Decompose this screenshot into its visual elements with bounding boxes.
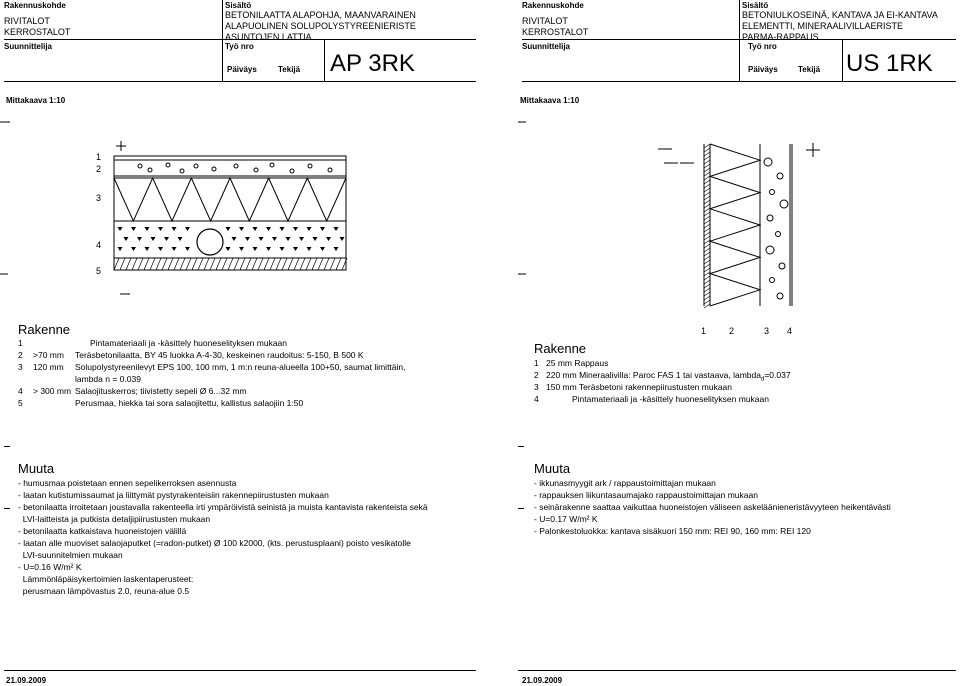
hatch-line <box>144 258 149 270</box>
hatch-line <box>704 184 710 188</box>
hatch-line <box>704 200 710 204</box>
list-item: - laatan kutistumissaumat ja liittymät pystyrakenteisiin rakennepiirustusten mukaan <box>18 490 329 500</box>
insulation-pattern <box>114 178 346 221</box>
aggregate-dot <box>180 169 184 173</box>
hatch-line <box>704 264 710 268</box>
hatch-line <box>704 276 710 280</box>
divider <box>4 670 476 671</box>
muuta-title: Muuta <box>534 461 571 476</box>
drain-pipe-circle <box>197 229 223 255</box>
content-line-2: ALAPUOLINEN SOLUPOLYSTYREENIERISTE <box>225 21 416 31</box>
divider <box>739 0 740 81</box>
layer-number: 4 <box>96 240 102 250</box>
content-line-2: ELEMENTTI, MINERAALIVILLAERISTE <box>742 21 904 31</box>
gravel-mark <box>145 227 150 231</box>
hatch-line <box>180 258 185 270</box>
hatch-line <box>704 164 710 168</box>
gravel-mark <box>145 247 150 251</box>
right-sheet <box>480 0 960 686</box>
project-label: Rakennuskohde <box>4 1 66 10</box>
hatch-line <box>132 258 137 270</box>
gravel-mark <box>151 237 156 241</box>
gravel-mark <box>245 237 250 241</box>
hatch-line <box>704 220 710 224</box>
hatch-line <box>228 258 233 270</box>
hatch-line <box>300 258 305 270</box>
hatch-line <box>704 168 710 172</box>
gravel-mark <box>131 227 136 231</box>
hatch-line <box>210 258 215 270</box>
list-item: - betonilaatta katkaistava huoneistojen välillä <box>18 526 187 536</box>
aggregate-dot <box>766 246 774 254</box>
gravel-mark <box>293 227 298 231</box>
hatch-line <box>294 258 299 270</box>
gravel-mark <box>299 237 304 241</box>
revision-label: Päiväys <box>748 65 778 74</box>
layer-text: Teräsbetonilaatta, BY 45 luokka A-4-30, keskeinen raudoitus: 5-150, B 500 K <box>75 350 364 360</box>
hatch-line <box>156 258 161 270</box>
list-item: - U=0.16 W/m² K <box>18 562 82 572</box>
revision-label: Päiväys <box>227 65 257 74</box>
hatch-line <box>704 272 710 276</box>
title-block <box>484 0 956 82</box>
hatch-line <box>120 258 125 270</box>
list-item: - laatan alle muoviset salaojaputket (=radon-putket) Ø 100 k2000, (kts. perustusplaani) poisto vesikatolle <box>18 538 411 548</box>
gravel-mark <box>253 247 258 251</box>
gravel-mark <box>164 237 169 241</box>
gravel-mark <box>185 227 190 231</box>
layer-number: 2 <box>729 326 735 336</box>
divider <box>842 39 843 81</box>
hatch-line <box>704 172 710 176</box>
hatch-line <box>216 258 221 270</box>
divider <box>522 81 956 82</box>
gravel-mark <box>340 237 345 241</box>
layer-text: 25 mm Rappaus <box>546 358 609 368</box>
content-line-3: PARMA-RAPPAUS <box>742 32 819 42</box>
layer-no: 4 <box>534 394 539 404</box>
hatch-line <box>704 304 710 308</box>
hatch-line <box>704 144 710 148</box>
content-label: Sisältö <box>225 1 252 10</box>
rakenne-title: Rakenne <box>18 322 71 337</box>
content-label: Sisältö <box>742 1 769 10</box>
gravel-mark <box>280 227 285 231</box>
layer-no: 1 <box>18 338 23 348</box>
list-item: - Palonkestoluokka: kantava sisäkuori 150 mm: REI 90, 160 mm: REI 120 <box>534 526 811 536</box>
hatch-line <box>704 196 710 200</box>
layer-no: 2 <box>18 350 23 360</box>
hatch-line <box>704 256 710 260</box>
hatch-line <box>138 258 143 270</box>
date-label: 21.09.2009 <box>522 676 563 685</box>
aggregate-dot <box>777 173 783 179</box>
hatch-line <box>704 284 710 288</box>
hatch-line <box>258 258 263 270</box>
hatch-line <box>704 236 710 240</box>
aggregate-dot <box>254 168 258 172</box>
gravel-mark <box>232 237 237 241</box>
hatch-line <box>704 212 710 216</box>
muuta-title: Muuta <box>18 461 55 476</box>
layer-text: 150 mm Teräsbetoni rakennepiirustusten mukaan <box>546 382 733 392</box>
layer-text: Salaojituskerros; tiivistetty sepeli Ø 6...32 mm <box>75 386 247 396</box>
aggregate-dot <box>776 232 781 237</box>
subscript: d <box>760 376 765 383</box>
layer-number: 1 <box>701 326 707 336</box>
gravel-mark <box>253 227 258 231</box>
title-block <box>4 0 476 82</box>
hatch-line <box>704 288 710 292</box>
drawing-code: AP 3RK <box>330 50 415 77</box>
gravel-mark <box>280 247 285 251</box>
aggregate-dot <box>138 164 142 168</box>
tick-mark <box>518 508 524 509</box>
list-item: - U=0.17 W/m² K <box>534 514 598 524</box>
hatch-line <box>336 258 341 270</box>
hatch-line <box>246 258 251 270</box>
zigzag-line <box>710 144 760 306</box>
list-item: Lämmönläpäisykertoimien laskentaperusteet: <box>18 574 194 584</box>
project-line-2: KERROSTALOT <box>522 27 589 37</box>
hatch-line <box>704 188 710 192</box>
layer-text: Perusmaa, hiekka tai sora salaojitettu, kallistus salaojiin 1:50 <box>75 398 304 408</box>
gravel-mark <box>334 247 339 251</box>
layer-no: 2 <box>534 370 539 380</box>
wall-section-drawing <box>480 108 960 338</box>
layer-number: 3 <box>96 193 102 203</box>
gravel-mark <box>307 247 312 251</box>
hatch-line <box>126 258 131 270</box>
gravel-mark <box>266 227 271 231</box>
list-item: - seinärakenne saattaa vaikuttaa huoneistojen väliseen askeläänieneristävyyteen heikentävästi <box>534 502 891 512</box>
layer-number: 2 <box>96 164 102 174</box>
aggregate-dot <box>770 190 775 195</box>
gravel-mark <box>172 227 177 231</box>
list-item: - ikkunasmyygit ark / rappaustoimittajan mukaan <box>534 478 716 488</box>
gravel-mark <box>158 227 163 231</box>
hatch-line <box>704 152 710 156</box>
aggregate-dot <box>166 163 170 167</box>
hatch-line <box>318 258 323 270</box>
aggregate-dot <box>770 278 775 283</box>
hatch-line <box>276 258 281 270</box>
gravel-mark <box>239 227 244 231</box>
aggregate-dot <box>270 163 274 167</box>
hatch-line <box>324 258 329 270</box>
hatch-line <box>704 268 710 272</box>
tick-mark <box>4 446 10 447</box>
hatch-line <box>704 180 710 184</box>
hatch-line <box>704 292 710 296</box>
insulation-pattern <box>710 144 760 306</box>
layer-no: 4 <box>18 386 23 396</box>
list-item: LVI-suunnitelmien mukaan <box>18 550 123 560</box>
job-label: Työ nro <box>225 42 254 51</box>
gravel-mark <box>293 247 298 251</box>
gravel-mark <box>137 237 142 241</box>
gravel-mark <box>259 237 264 241</box>
zigzag-line <box>114 178 346 221</box>
aggregate-dot <box>779 263 785 269</box>
gravel-mark <box>266 247 271 251</box>
aggregate-dot <box>777 293 783 299</box>
layer-text-tail: =0.037 <box>764 370 791 380</box>
hatch-line <box>306 258 311 270</box>
layer-thickness: 120 mm <box>33 362 64 372</box>
gravel-mark <box>178 237 183 241</box>
layer-no: 1 <box>534 358 539 368</box>
list-item: - betonilaatta irroitetaan joustavalla rakenteella irti ympäröivistä seinistä ja muista kantavista rakenteista sekä <box>18 502 428 512</box>
drawing-code: US 1RK <box>846 50 933 77</box>
hatch-line <box>150 258 155 270</box>
aggregate-dot <box>194 164 198 168</box>
hatch-line <box>174 258 179 270</box>
hatch-line <box>270 258 275 270</box>
designer-label: Suunnittelija <box>4 42 52 51</box>
layer-text: Solupolystyreenilevyt EPS 100, 100 mm, 1 m:n reuna-alueella 100+50, saumat limittäin, <box>75 362 406 372</box>
gravel-mark <box>118 227 123 231</box>
hatch-line <box>288 258 293 270</box>
gravel-mark <box>158 247 163 251</box>
aggregate-dot <box>290 169 294 173</box>
aggregate-dot <box>308 164 312 168</box>
layer-number: 4 <box>787 326 793 336</box>
layer-text: Pintamateriaali ja -käsittely huoneselityksen mukaan <box>546 394 769 404</box>
hatch-line <box>704 244 710 248</box>
layer-no: 3 <box>534 382 539 392</box>
hatch-line <box>162 258 167 270</box>
tick-mark <box>518 446 524 447</box>
aggregate-dot <box>328 168 332 172</box>
aggregate-dot <box>212 167 216 171</box>
gravel-mark <box>326 237 331 241</box>
project-label: Rakennuskohde <box>522 1 584 10</box>
concrete-aggregate-pattern <box>764 158 788 299</box>
job-label: Työ nro <box>748 42 777 51</box>
layer-no: 3 <box>18 362 23 372</box>
hatch-line <box>168 258 173 270</box>
scale-label: Mittakaava 1:10 <box>6 96 66 105</box>
hatch-line <box>186 258 191 270</box>
content-line-3: ASUNTOJEN LATTIA <box>225 32 312 42</box>
designer-label: Suunnittelija <box>522 42 570 51</box>
list-item: LVI-laitteista ja putkista detaljipiirustusten mukaan <box>18 514 211 524</box>
rakenne-title: Rakenne <box>534 341 587 356</box>
hatch-line <box>252 258 257 270</box>
aggregate-dot <box>148 168 152 172</box>
floor-section-drawing <box>0 108 480 308</box>
hatch-line <box>704 192 710 196</box>
layer-text: Pintamateriaali ja -käsittely huoneselityksen mukaan <box>90 338 288 348</box>
hatch-line <box>192 258 197 270</box>
hatch-line <box>198 258 203 270</box>
hatch-line <box>704 296 710 300</box>
project-line-1: RIVITALOT <box>4 16 50 26</box>
divider <box>324 39 325 81</box>
gravel-mark <box>307 227 312 231</box>
hatch-line <box>312 258 317 270</box>
hatch-line <box>282 258 287 270</box>
hatch-line <box>704 148 710 152</box>
soil-hatch-pattern <box>114 258 347 270</box>
layer-text: 220 mm Mineraalivilla: Paroc FAS 1 tai vastaava, lambda <box>546 370 761 380</box>
aggregate-dot <box>234 164 238 168</box>
aggregate-dot <box>780 200 788 208</box>
layer-number: 3 <box>764 326 770 336</box>
hatch-line <box>704 204 710 208</box>
hatch-line <box>704 300 710 304</box>
scale-label: Mittakaava 1:10 <box>520 96 580 105</box>
hatch-line <box>704 232 710 236</box>
gravel-mark <box>313 237 318 241</box>
hatch-line <box>704 280 710 284</box>
author-label: Tekijä <box>798 65 821 74</box>
hatch-line <box>204 258 209 270</box>
list-item: perusmaan lämpövastus 2.0, reuna-alue 0.5 <box>18 586 190 596</box>
hatch-line <box>704 156 710 160</box>
hatch-line <box>704 160 710 164</box>
gravel-mark <box>131 247 136 251</box>
list-item: - humusmaa poistetaan ennen sepelikerroksen asennusta <box>18 478 237 488</box>
layer-text: lambda n = 0.039 <box>75 374 141 384</box>
gravel-mark <box>226 247 231 251</box>
layer-number: 5 <box>96 266 102 276</box>
layer-thickness: > 300 mm <box>33 386 72 396</box>
gravel-mark <box>334 227 339 231</box>
layer-number: 1 <box>96 152 102 162</box>
gravel-mark <box>272 237 277 241</box>
hatch-line <box>234 258 239 270</box>
render-pattern <box>704 144 710 308</box>
divider <box>222 0 223 81</box>
gravel-mark <box>320 247 325 251</box>
gravel-mark <box>226 227 231 231</box>
layer-thickness: >70 mm <box>33 350 64 360</box>
gravel-mark <box>124 237 129 241</box>
gravel-pattern <box>118 227 345 251</box>
divider <box>518 670 956 671</box>
gravel-mark <box>286 237 291 241</box>
hatch-line <box>330 258 335 270</box>
hatch-line <box>704 260 710 264</box>
content-line-1: BETONILAATTA ALAPOHJA, MAANVARAINEN <box>225 10 416 20</box>
content-line-1: BETONIULKOSEINÄ, KANTAVA JA EI-KANTAVA <box>742 10 938 20</box>
aggregate-dot <box>764 158 772 166</box>
list-item: - rappauksen liikuntasaumajako rappaustoimittajan mukaan <box>534 490 758 500</box>
gravel-mark <box>239 247 244 251</box>
hatch-line <box>704 248 710 252</box>
gravel-mark <box>320 227 325 231</box>
gravel-mark <box>172 247 177 251</box>
project-line-1: RIVITALOT <box>522 16 568 26</box>
hatch-line <box>704 240 710 244</box>
divider <box>4 39 476 40</box>
gravel-mark <box>185 247 190 251</box>
author-label: Tekijä <box>278 65 301 74</box>
gravel-mark <box>118 247 123 251</box>
hatch-line <box>240 258 245 270</box>
hatch-line <box>704 216 710 220</box>
hatch-line <box>704 224 710 228</box>
hatch-line <box>704 228 710 232</box>
tick-mark <box>4 508 10 509</box>
layer-no: 5 <box>18 398 23 408</box>
hatch-line <box>222 258 227 270</box>
concrete-aggregate-pattern <box>138 163 332 173</box>
hatch-line <box>264 258 269 270</box>
project-line-2: KERROSTALOT <box>4 27 71 37</box>
hatch-line <box>114 258 119 270</box>
hatch-line <box>704 252 710 256</box>
layer-text-row <box>546 370 791 383</box>
date-label: 21.09.2009 <box>6 676 47 685</box>
divider <box>4 81 476 82</box>
aggregate-dot <box>767 215 773 221</box>
